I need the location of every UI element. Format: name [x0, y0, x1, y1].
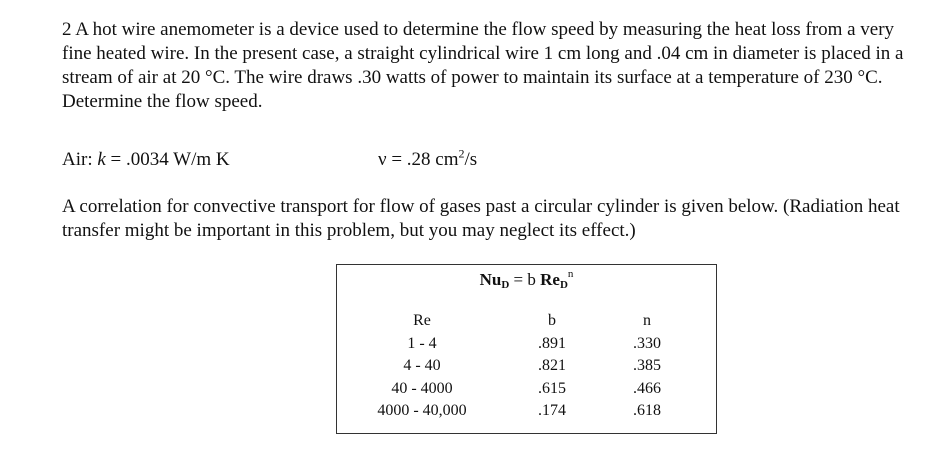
header-re: Re — [413, 312, 431, 329]
cell-re: 4 - 40 — [403, 357, 441, 374]
cell-b: .615 — [538, 379, 566, 397]
problem-statement: 2 A hot wire anemometer is a device used to determine the flow speed by measuring the heat loss from a very fine heated wire. In the present case, a straight cylindrical wire 1 cm long and .04 cm in diameter is placed in a stream of air at 20 °C. The wire draws .30 watts of power to maintain its surface at a temperature of 230 °C. Determine the flow speed. — [62, 19, 904, 112]
column-re — [337, 310, 507, 423]
cell-n: .618 — [633, 402, 661, 419]
formula-equals-b: = b — [509, 270, 541, 289]
column-n — [597, 310, 697, 423]
cell-b: .821 — [538, 357, 566, 374]
correlation-intro: A correlation for convective transport for flow of gases past a circular cylinder is given below. (Radiation heat transfer might be important in this problem, but you may neglect its effect.) — [62, 196, 900, 241]
cell-n: .466 — [633, 379, 661, 397]
formula-re: Re — [540, 270, 560, 289]
header-n: n — [643, 312, 651, 329]
formula-exponent: n — [567, 268, 574, 280]
cell-re: 40 - 4000 — [391, 379, 453, 397]
cell-n: .385 — [633, 357, 661, 374]
formula-nu-subscript: D — [501, 279, 510, 291]
cell-b: .174 — [538, 402, 566, 419]
column-b — [507, 310, 597, 423]
nu-unit: /s — [464, 149, 478, 170]
k-symbol: k — [97, 149, 106, 170]
formula-nu: Nu — [479, 270, 502, 289]
correlation-table — [336, 264, 717, 434]
header-b: b — [548, 312, 556, 329]
formula-re-subscript: D — [559, 279, 568, 291]
given-kinematic-viscosity — [378, 148, 477, 172]
given-air-label: Air: — [62, 149, 98, 170]
cell-b: .891 — [538, 334, 566, 352]
nu-value: ν = .28 cm — [378, 149, 459, 170]
cell-re: 1 - 4 — [407, 334, 437, 352]
cell-n: .330 — [633, 334, 661, 352]
k-value: = .0034 W/m K — [105, 149, 230, 170]
cell-re: 4000 - 40,000 — [377, 402, 467, 419]
given-thermal-conductivity — [62, 148, 230, 172]
nu-exponent: 2 — [458, 146, 465, 161]
correlation-formula — [337, 269, 716, 291]
